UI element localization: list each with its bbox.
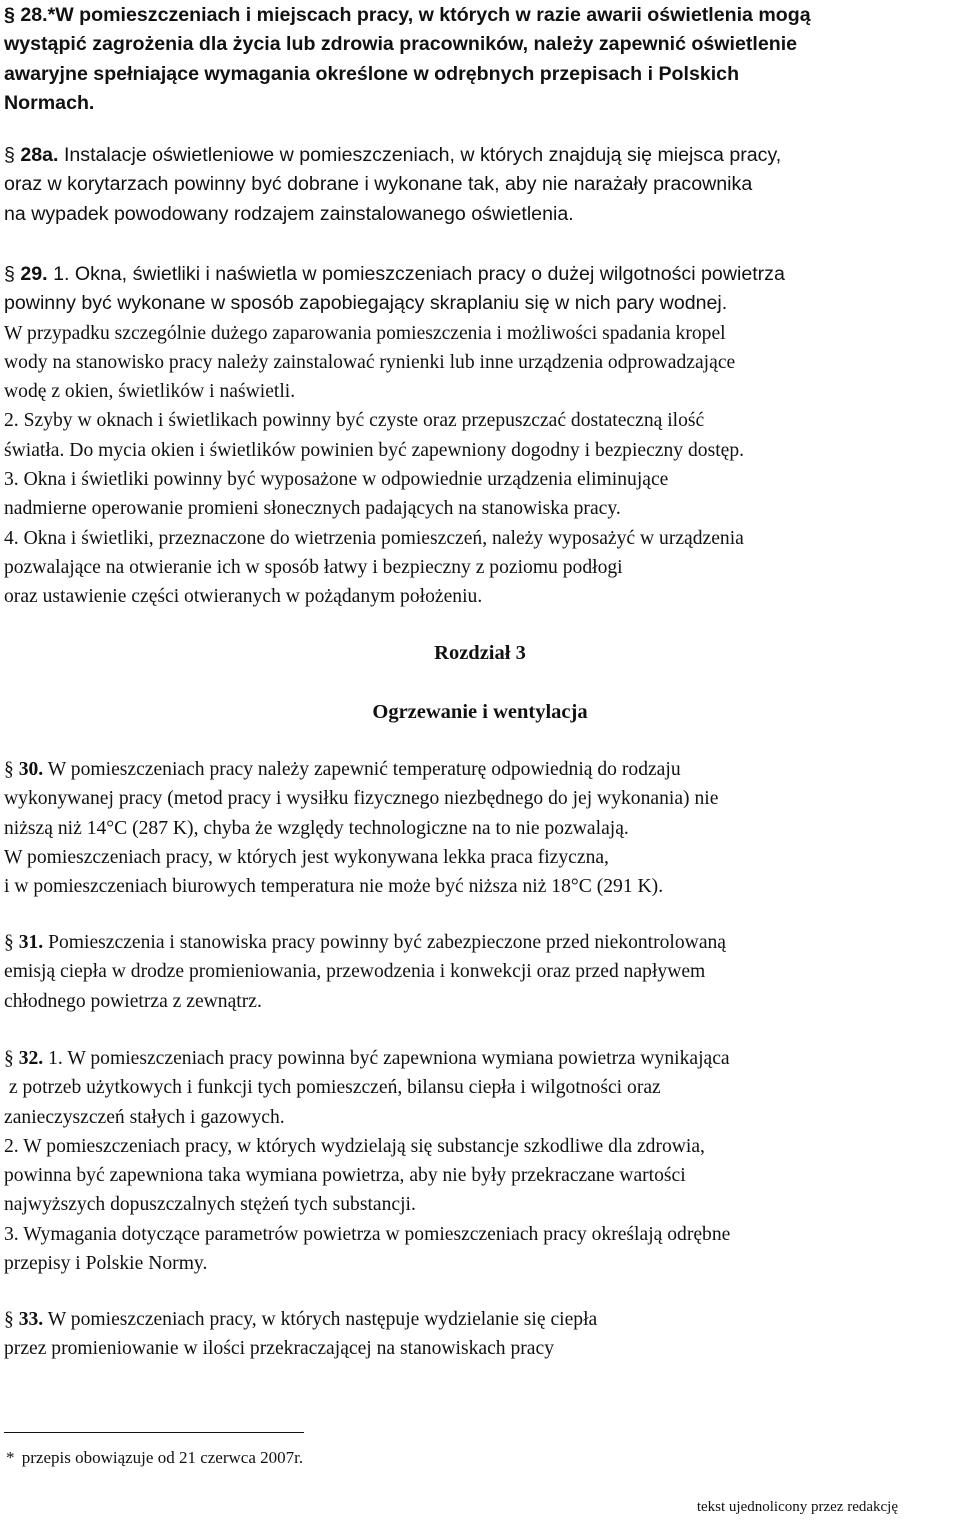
paragraph-31-line: emisją ciepła w drodze promieniowania, przewodzenia i konwekcji oraz przed napływem [4,961,706,983]
paragraph-32-line [4,1044,956,1073]
paragraph-29-line: wodę z okien, świetlików i naświetli. [4,381,296,403]
paragraph-28-line: Normach. [4,91,95,114]
section-number: 28. [20,4,48,26]
paragraph-28a-line [4,141,956,170]
paragraph-29-line: W przypadku szczególnie dużego zaparowania pomieszczenia i możliwości spadania kropel [4,322,726,344]
paragraph-30-line: niższą niż 14°C (287 K), chyba że względy technologiczne na to nie pozwalają. [4,817,629,839]
paragraph-29-line [4,260,956,289]
paragraph-30-line: i w pomieszczeniach biurowych temperatura nie może być niższa niż 18°C (291 K). [4,876,664,898]
paragraph-33-line [4,1305,956,1334]
paragraph-32-line: przepisy i Polskie Normy. [4,1253,208,1275]
footnote [6,1446,303,1470]
paragraph-32-line: 3. Wymagania dotyczące parametrów powietrza w pomieszczeniach pracy określają odrębne [4,1223,731,1245]
text-line: W pomieszczeniach pracy należy zapewnić temperaturę odpowiednią do rodzaju [47,759,681,780]
paragraph-30-line: W pomieszczeniach pracy, w których jest wykonywana lekka praca fizyczna, [4,846,609,868]
paragraph-30 [4,755,956,901]
paragraph-32 [4,1044,956,1278]
section-symbol: § [4,1048,14,1069]
footnote-separator [4,1432,304,1433]
section-symbol: § [4,4,15,26]
section-number: 32. [18,1048,44,1069]
section-symbol: § [4,932,14,953]
paragraph-33 [4,1305,956,1364]
paragraph-29-line: pozwalające na otwieranie ich w sposób łatwy i bezpieczny z poziomu podłogi [4,556,623,578]
paragraph-32-line: zanieczyszczeń stałych i gazowych. [4,1106,285,1128]
paragraph-30-line [4,755,956,784]
paragraph-29-line: 3. Okna i świetliki powinny być wyposażone w odpowiednie urządzenia eliminujące [4,469,669,491]
paragraph-28-line [4,1,956,30]
paragraph-28-line: awaryjne spełniające wymagania określone w odrębnych przepisach i Polskich [4,62,740,85]
paragraph-28a-line: na wypadek powodowany rodzajem zainstalowanego oświetlenia. [4,202,574,225]
section-symbol: § [4,759,14,780]
paragraph-28a [4,141,956,229]
paragraph-28 [4,1,956,118]
section-symbol: § [4,1309,14,1330]
text-line: W pomieszczeniach i miejscach pracy, w których w razie awarii oświetlenia mogą [55,4,811,26]
section-number: 28a. [20,144,59,166]
paragraph-29-line: nadmierne operowanie promieni słonecznych padających na stanowiska pracy. [4,498,621,520]
paragraph-29-line: 2. Szyby w oknach i świetlikach powinny być czyste oraz przepuszczać dostateczną ilość [4,410,705,432]
text-line: 1. W pomieszczeniach pracy powinna być zapewniona wymiana powietrza wynikająca [48,1048,730,1069]
footnote-reference: * [47,4,56,26]
section-symbol: § [4,144,15,166]
footnote-text: przepis obowiązuje od 21 czerwca 2007r. [21,1448,304,1467]
section-symbol: § [4,263,15,285]
paragraph-32-line: najwyższych dopuszczalnych stężeń tych substancji. [4,1194,416,1216]
paragraph-30-line: wykonywanej pracy (metod pracy i wysiłku fizycznego niezbędnego do jej wykonania) nie [4,788,719,810]
paragraph-32-line: z potrzeb użytkowych i funkcji tych pomieszczeń, bilansu ciepła i wilgotności oraz [4,1077,661,1099]
footnote-mark: * [6,1448,15,1467]
text-line: Pomieszczenia i stanowiska pracy powinny być zabezpieczone przed niekontrolowaną [48,932,727,953]
chapter-title: Ogrzewanie i wentylacja [372,701,588,723]
text-line: W pomieszczeniach pracy, w których następuje wydzielanie się ciepła [47,1309,598,1330]
paragraph-32-line: powinna być zapewniona taka wymiana powietrza, aby nie były przekraczane wartości [4,1165,686,1187]
section-number: 29. [20,263,48,285]
paragraph-31-line [4,928,956,957]
section-number: 31. [18,932,44,953]
paragraph-28-line: wystąpić zagrożenia dla życia lub zdrowia pracowników, należy zapewnić oświetlenie [4,33,798,56]
paragraph-29-line: powinny być wykonane w sposób zapobiegający skraplaniu się w nich pary wodnej. [4,292,728,315]
paragraph-29-line: 4. Okna i świetliki, przeznaczone do wietrzenia pomieszczeń, należy wyposażyć w urządzenia [4,527,744,549]
paragraph-29-line: wody na stanowisko pracy należy zainstalować rynienki lub inne urządzenia odprowadzające [4,351,736,373]
section-number: 33. [18,1309,44,1330]
chapter-number: Rozdział 3 [434,642,526,664]
paragraph-29-line: światła. Do mycia okien i świetlików powinien być zapewniony dogodny i bezpieczny dostęp. [4,439,745,461]
paragraph-33-line: przez promieniowanie w ilości przekraczającej na stanowiskach pracy [4,1338,554,1360]
paragraph-31-line: chłodnego powietrza z zewnątrz. [4,990,262,1012]
text-line: Instalacje oświetleniowe w pomieszczeniach, w których znajdują się miejsca pracy, [63,144,782,166]
paragraph-29-line: oraz ustawienie części otwieranych w pożądanym położeniu. [4,586,483,608]
footer-note: tekst ujednolicony przez redakcję [696,1499,898,1515]
paragraph-32-line: 2. W pomieszczeniach pracy, w których wydzielają się substancje szkodliwe dla zdrowia, [4,1135,705,1157]
paragraph-29 [4,260,956,612]
section-number: 30. [18,759,44,780]
text-line: 1. Okna, świetliki i naświetla w pomieszczeniach pracy o dużej wilgotności powietrza [53,263,785,285]
paragraph-31 [4,928,956,1016]
paragraph-28a-line: oraz w korytarzach powinny być dobrane i wykonane tak, aby nie narażały pracownika [4,173,753,196]
